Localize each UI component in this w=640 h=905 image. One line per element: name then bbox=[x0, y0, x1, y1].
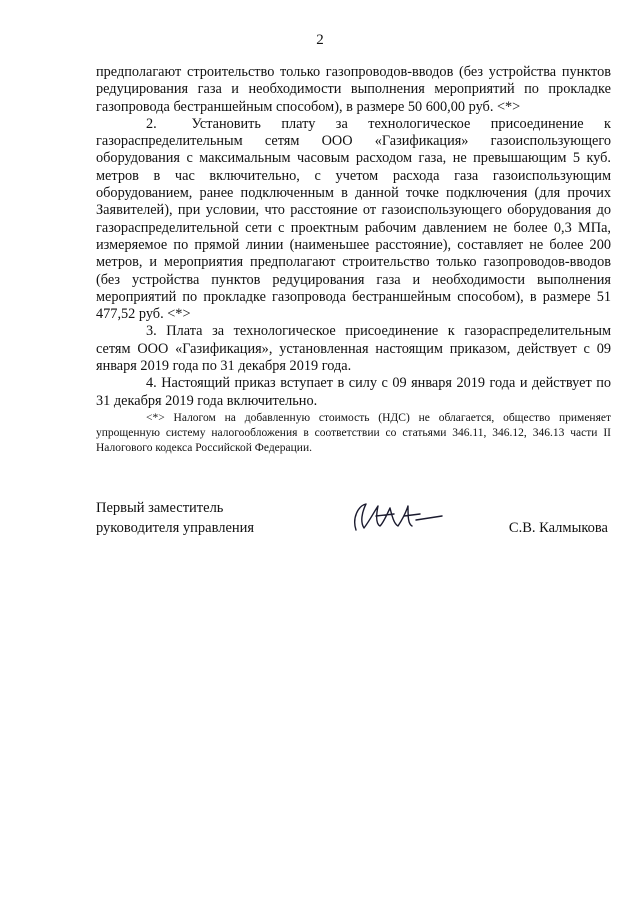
page-number: 2 bbox=[316, 32, 324, 48]
signatory-position bbox=[96, 498, 254, 538]
footnote: <*> Налогом на добавленную стоимость (НДС) не облагается, общество применяет упрощенную систему налогообложения в соответствии со статьями 346.11, 346.12, 346.13 части II Налогового кодекса Российской Федерации. bbox=[96, 411, 611, 454]
signatory-name: С.В. Калмыкова bbox=[508, 520, 608, 536]
paragraph-2: 2. Установить плату за технологическое присоединение к газораспределительным сетям ООО «Газификация» газоиспользующего оборудования с максимальным часовым расходом газа, не превышающим 5 куб. метров в час включительно, с учетом расхода газа газоиспользующим оборудованием, ранее подключенным в данной точке подключения (для прочих Заявителей), при условии, что расстояние от газоиспользующего оборудования до газораспределительной сети с проектным рабочим давлением не более 0,3 МПа, измеряемое по прямой линии (наименьшее расстояние), составляет не более 200 метров, и мероприятия предполагают строительство только газопроводов-вводов (без устройства пунктов редуцирования газа и необходимости выполнения мероприятий по прокладке газопровода бестраншейным способом), в размере 51 477,52 руб. <*> bbox=[96, 115, 611, 323]
signatory-position-line-2: руководителя управления bbox=[96, 520, 255, 536]
handwritten-signature bbox=[346, 496, 466, 538]
paragraph-4: 4. Настоящий приказ вступает в силу с 09 января 2019 года и действует по 31 декабря 2019 года включительно. bbox=[96, 375, 611, 409]
paragraph-1-continuation: предполагают строительство только газопроводов-вводов (без устройства пунктов редуцирования газа и необходимости выполнения мероприятий по прокладке газопровода бестраншейным способом), в размере 50 600,00 руб. <*> bbox=[96, 64, 611, 115]
signatory-position-line-1: Первый заместитель bbox=[96, 500, 224, 516]
body-text bbox=[96, 64, 611, 456]
signature-block bbox=[96, 498, 616, 558]
paragraph-3: 3. Плата за технологическое присоединение к газораспределительным сетям ООО «Газификация», установленная настоящим приказом, действует с 09 января 2019 года по 31 декабря 2019 года. bbox=[96, 323, 611, 375]
